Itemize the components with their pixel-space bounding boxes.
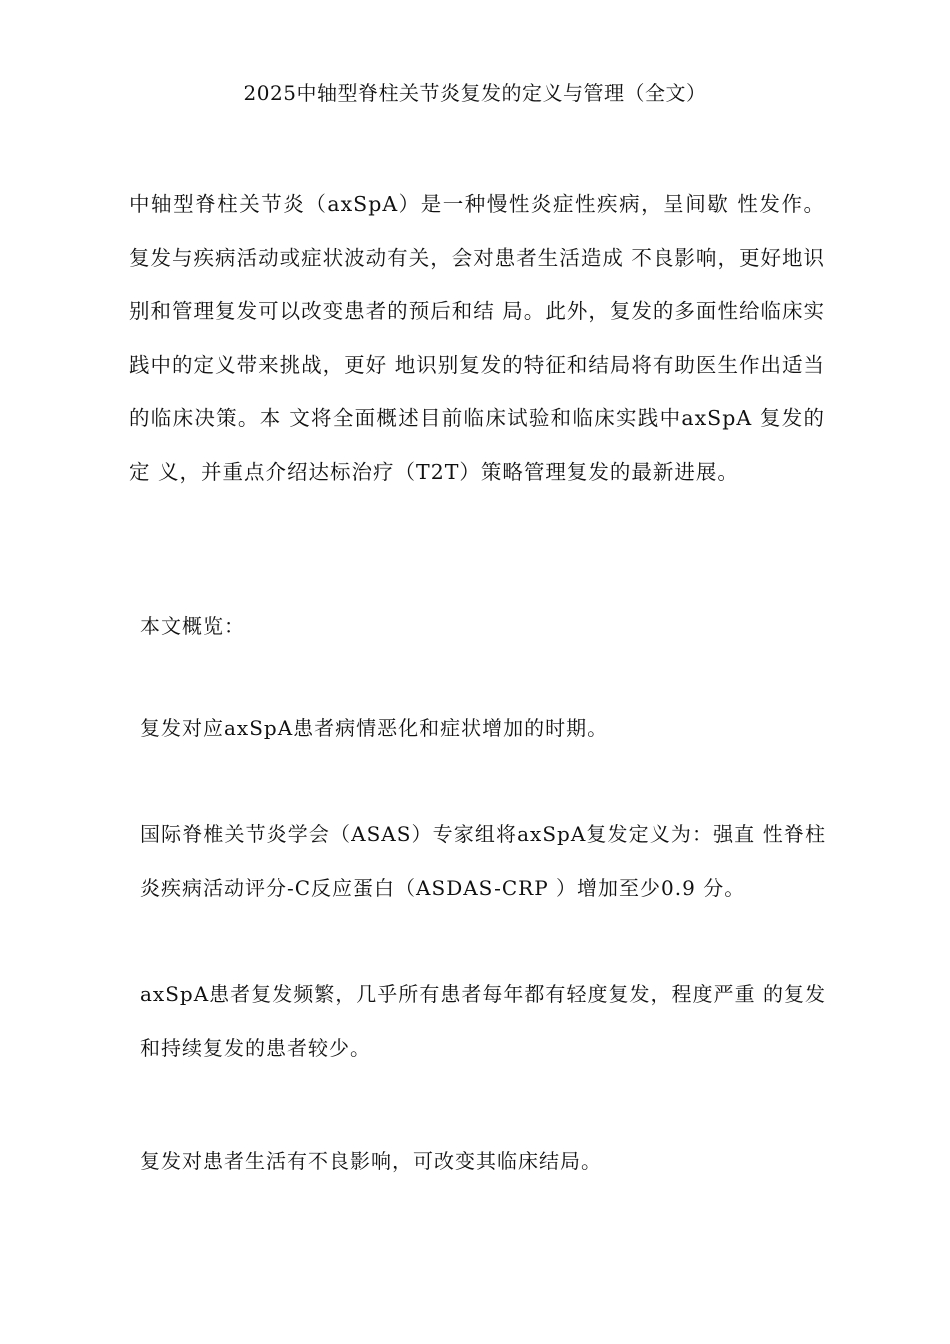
overview-point: 复发对患者生活有不良影响，可改变其临床结局。	[140, 1149, 602, 1173]
overview-heading: 本文概览：	[140, 614, 245, 638]
overview-point: axSpA患者复发频繁，几乎所有患者每年都有轻度复发，程度严重 的复发和持续复发的患者较少。	[140, 982, 826, 1060]
overview-point: 复发对应axSpA患者病情恶化和症状增加的时期。	[140, 716, 609, 740]
intro-paragraph: 中轴型脊柱关节炎（axSpA）是一种慢性炎症性疾病，呈间歇 性发作。复发与疾病活动或症状波动有关，会对患者生活造成 不良影响，更好地识别和管理复发可以改变患者的预后和结 局。此外，复发的多面性给临床实践中的定义带来挑战，更好 地识别复发的特征和结局将有助医生作出适当的临床决策。本 文将全面概述目前临床试验和临床实践中axSpA 复发的定 义，并重点介绍达标治疗（T2T）策略管理复发的最新进展。	[129, 192, 825, 484]
document-title: 2025中轴型脊柱关节炎复发的定义与管理（全文）	[243, 81, 707, 105]
overview-point: 国际脊椎关节炎学会（ASAS）专家组将axSpA复发定义为：强直 性脊柱炎疾病活动评分-C反应蛋白（ASDAS-CRP ）增加至少0.9 分。	[140, 822, 826, 900]
